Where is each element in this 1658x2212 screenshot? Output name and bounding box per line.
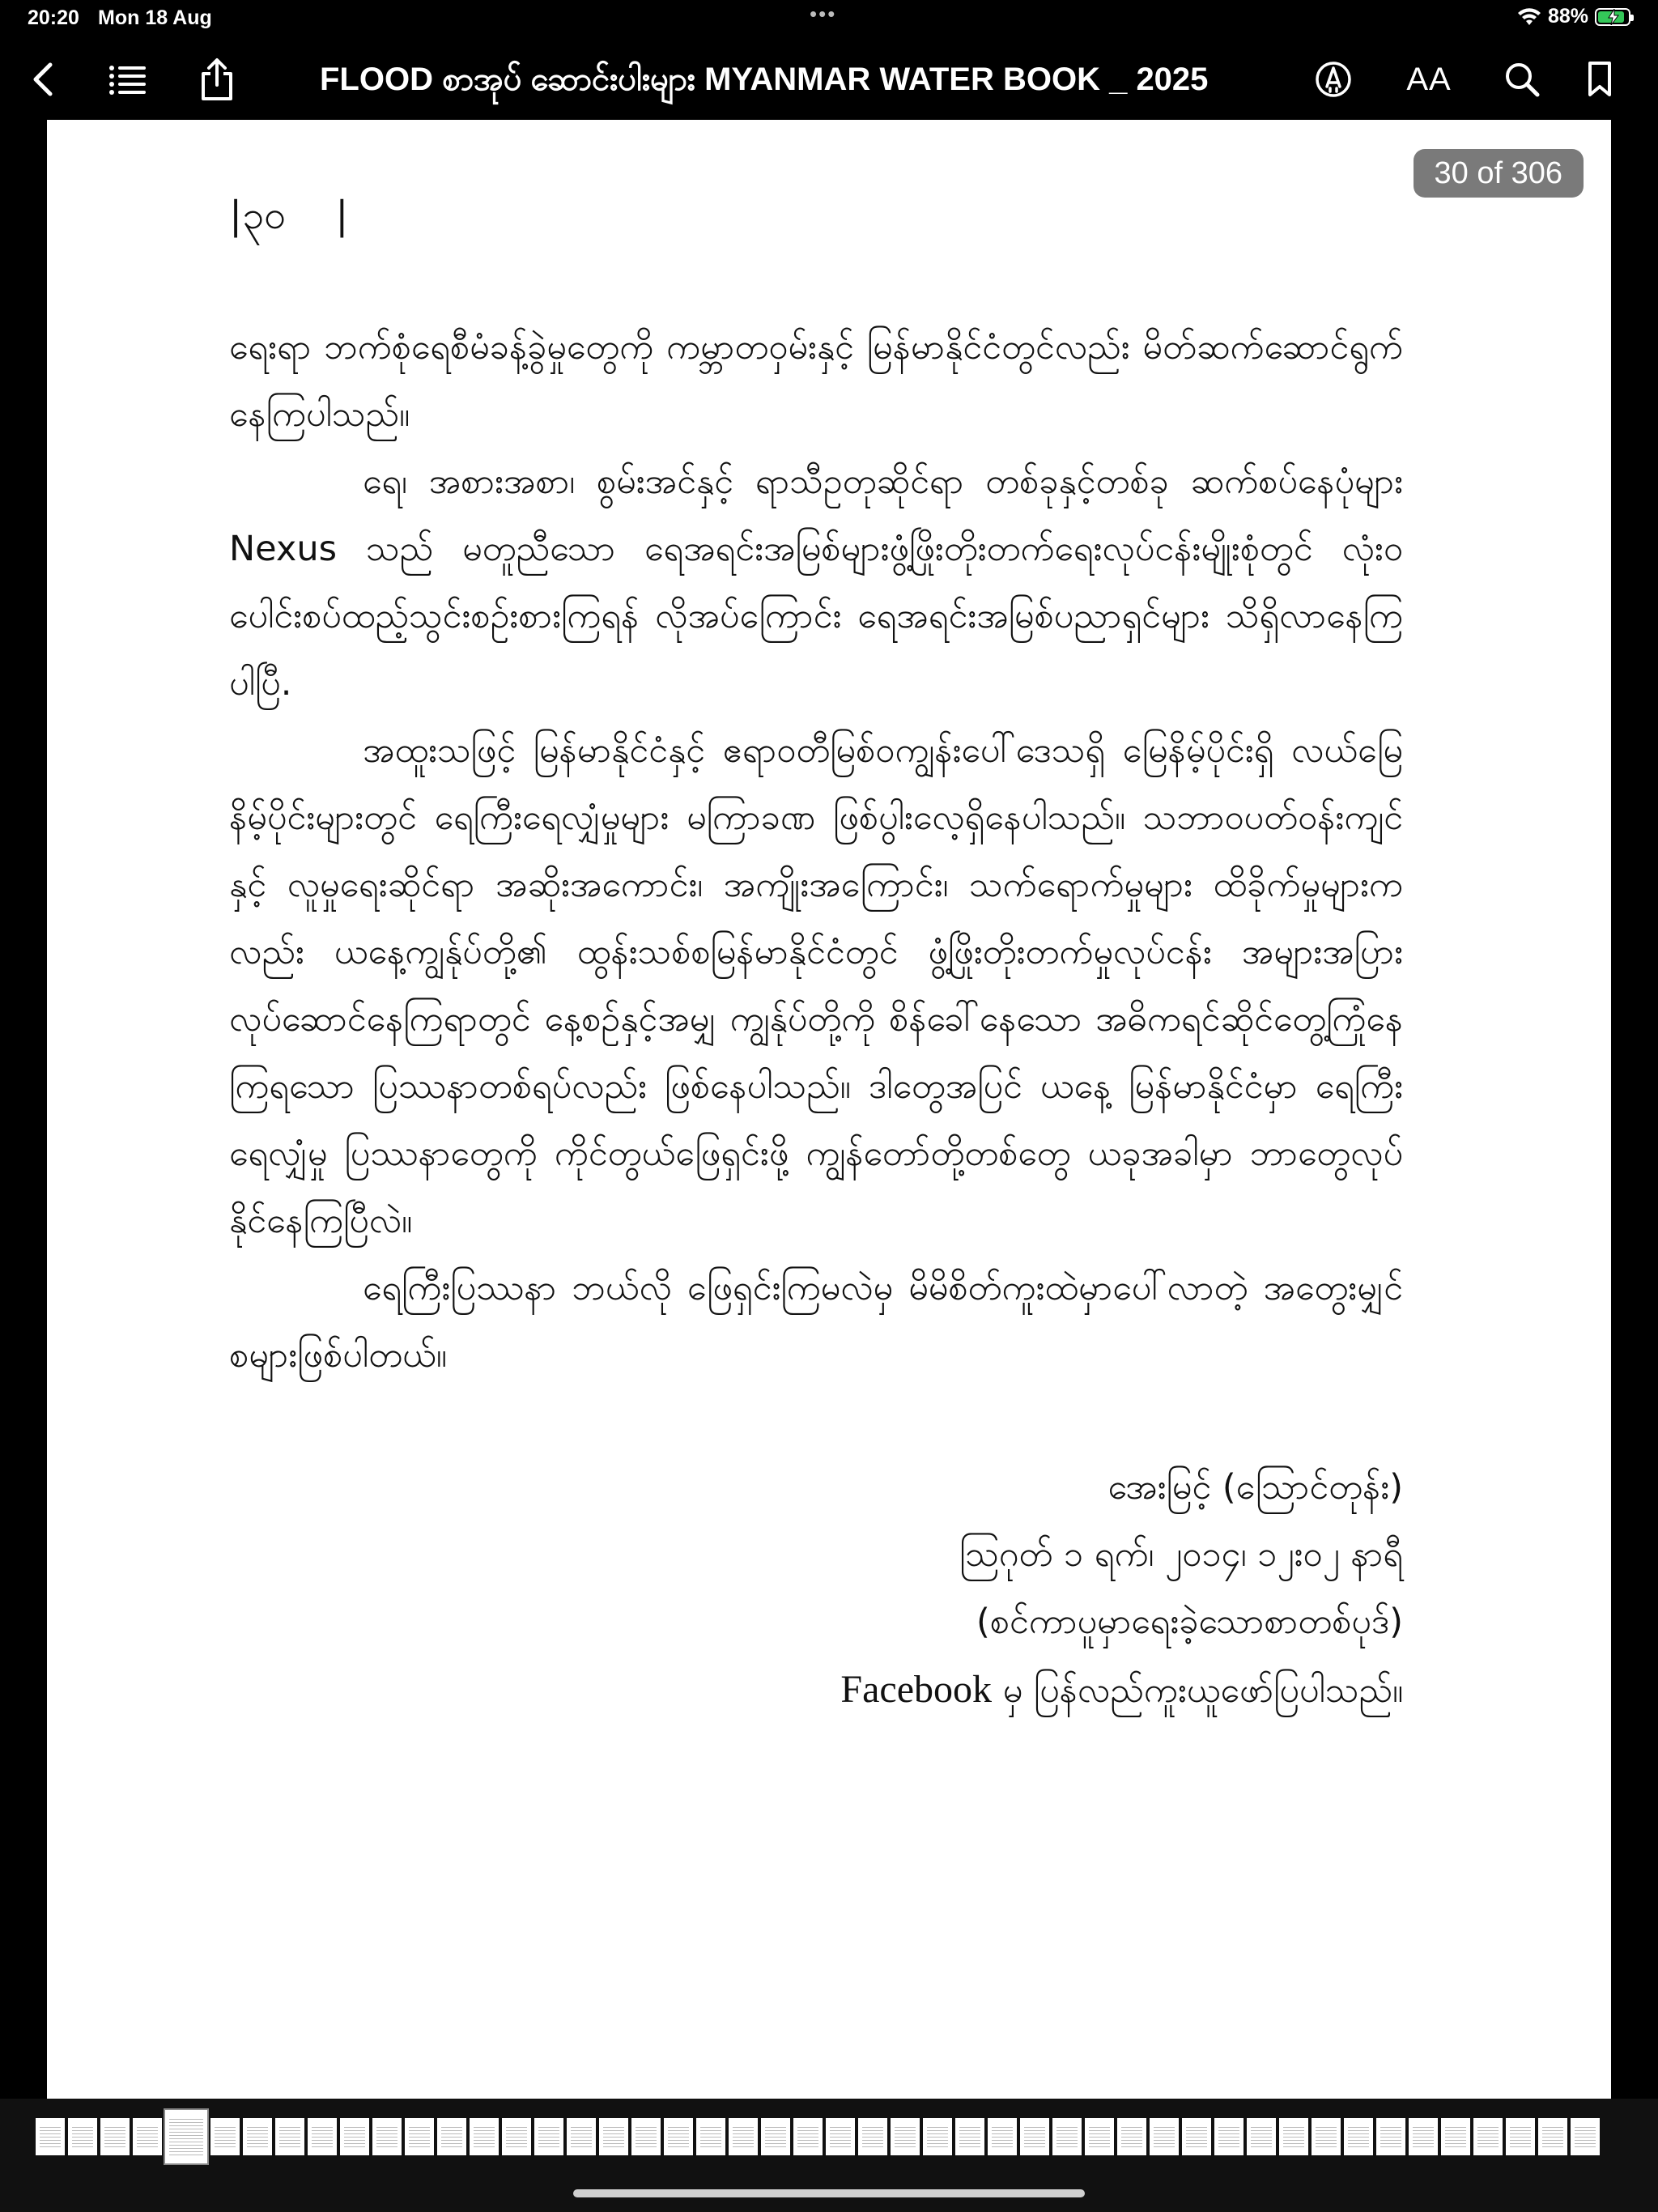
- page-thumbnail[interactable]: [1473, 2118, 1503, 2155]
- bookmark-button[interactable]: [1575, 55, 1624, 104]
- page-thumbnail[interactable]: [1214, 2118, 1244, 2155]
- home-indicator[interactable]: [573, 2189, 1085, 2197]
- page-thumbnail[interactable]: [1052, 2118, 1082, 2155]
- page-thumbnail[interactable]: [100, 2118, 130, 2155]
- page-thumbnail[interactable]: [372, 2118, 402, 2155]
- page-thumbnail[interactable]: [891, 2118, 920, 2155]
- page-thumbnail[interactable]: [1279, 2118, 1308, 2155]
- page-thumbnail[interactable]: [664, 2118, 693, 2155]
- back-button[interactable]: [19, 55, 68, 104]
- page-thumbnail[interactable]: [761, 2118, 790, 2155]
- page-thumbnail[interactable]: [68, 2118, 97, 2155]
- reader-toolbar: [0, 40, 1658, 118]
- page-thumbnail[interactable]: [1571, 2118, 1600, 2155]
- page-thumbnail[interactable]: [1020, 2118, 1049, 2155]
- body-text: [229, 314, 1403, 1389]
- page-thumbnail[interactable]: [1409, 2118, 1438, 2155]
- page-thumbnail[interactable]: [1312, 2118, 1341, 2155]
- charging-bolt-icon: [1606, 9, 1621, 25]
- page-thumbnail[interactable]: [1376, 2118, 1405, 2155]
- page-thumbnail[interactable]: [1150, 2118, 1179, 2155]
- page-thumbnail[interactable]: [988, 2118, 1017, 2155]
- page-thumbnail[interactable]: [275, 2118, 304, 2155]
- battery-cap: [1630, 15, 1634, 21]
- search-icon: [1503, 61, 1541, 98]
- paragraph: အထူးသဖြင့် မြန်မာနိုင်ငံနှင့် ဧရာဝတီမြစ်ဝကျွန်းပေါ်ဒေသရှိ မြေနိမ့်ပိုင်းရှိ လယ်မြေနိမ့်ပိုင်းများတွင် ရေကြီးရေလျှံမှုများ မကြာခဏ ဖြစ်ပွါးလေ့ရှိနေပါသည်။ သဘာဝပတ်ဝန်းကျင်နှင့် လူမှုရေးဆိုင်ရာ အဆိုးအကောင်း၊ အကျိုးအကြောင်း၊ သက်ရောက်မှုများ ထိခိုက်မှုများကလည်း ယနေ့ကျွန်ုပ်တို့၏ ထွန်းသစ်စမြန်မာနိုင်ငံတွင် ဖွံ့ဖြိုးတိုးတက်မှုလုပ်ငန်း အများအပြားလုပ်ဆောင်နေကြရာတွင် နေ့စဉ်နှင့်အမျှ ကျွန်ုပ်တို့ကို စိန်ခေါ်နေသော အဓိကရင်ဆိုင်တွေ့ကြုံနေကြရသော ပြဿနာတစ်ရပ်လည်း ဖြစ်နေပါသည်။ ဒါတွေအပြင် ယနေ့ မြန်မာနိုင်ငံမှာ ရေကြီးရေလျှံမှု ပြဿနာတွေကို ကိုင်တွယ်ဖြေရှင်းဖို့ ကျွန်တော်တို့တစ်တွေ ယခုအခါမှာ ဘာတွေလုပ်နိုင်နေကြပြီလဲ။: [229, 730, 1403, 1241]
- repost-text: မှ ပြန်လည်ကူးယူဖော်ပြပါသည်။: [1002, 1670, 1403, 1711]
- page-thumbnail[interactable]: [502, 2118, 531, 2155]
- page-thumbnail[interactable]: [1538, 2118, 1567, 2155]
- list-icon: [108, 63, 147, 96]
- page-thumbnail[interactable]: [1182, 2118, 1211, 2155]
- page-thumbnail[interactable]: [1117, 2118, 1146, 2155]
- facebook-word: Facebook: [840, 1668, 993, 1711]
- status-bar: [0, 0, 1658, 39]
- page-thumbnail[interactable]: [308, 2118, 337, 2155]
- page-thumbnail[interactable]: [1506, 2118, 1535, 2155]
- signature-block: [512, 1454, 1403, 1725]
- page-thumbnail[interactable]: [631, 2118, 661, 2155]
- back-icon: [29, 62, 58, 97]
- page-thumbnail[interactable]: [1085, 2118, 1114, 2155]
- page-thumbnail[interactable]: [858, 2118, 887, 2155]
- status-indicators: [1517, 5, 1630, 28]
- page-thumbnail[interactable]: [340, 2118, 369, 2155]
- page-thumbnail[interactable]: [923, 2118, 952, 2155]
- battery-charging-icon: [1595, 8, 1630, 26]
- page-thumbnail[interactable]: [437, 2118, 466, 2155]
- page-thumbnail[interactable]: [405, 2118, 434, 2155]
- markup-icon: [1315, 61, 1352, 98]
- battery-percent: 88%: [1547, 5, 1588, 28]
- page-thumbnail[interactable]: [133, 2118, 162, 2155]
- text-size-icon: AA: [1406, 61, 1452, 97]
- status-date: Mon 18 Aug: [98, 6, 212, 29]
- wifi-icon: [1517, 7, 1541, 27]
- page-thumbnail[interactable]: [696, 2118, 725, 2155]
- page-thumbnail[interactable]: [1247, 2118, 1276, 2155]
- page-thumbnail[interactable]: [1344, 2118, 1373, 2155]
- table-of-contents-button[interactable]: [104, 55, 152, 104]
- current-page-thumbnail[interactable]: [165, 2110, 207, 2163]
- share-button[interactable]: [193, 55, 241, 104]
- source-note: (စင်ကာပူမှာရေးခဲ့သောစာတစ်ပုဒ်): [976, 1602, 1403, 1642]
- page-thumbnail[interactable]: [534, 2118, 563, 2155]
- page-number: |၃၀ |: [229, 193, 349, 238]
- share-icon: [199, 57, 235, 101]
- page-thumbnail[interactable]: [729, 2118, 758, 2155]
- page-thumbnail[interactable]: [210, 2118, 240, 2155]
- paragraph: ရေ၊ အစားအစာ၊ စွမ်းအင်နှင့် ရာသီဥတုဆိုင်ရာ တစ်ခုနှင့်တစ်ခု ဆက်စပ်နေပုံများ Nexus သည် မတူညီသော ရေအရင်းအမြစ်များဖွံ့ဖြိုးတိုးတက်ရေးလုပ်ငန်းမျိုးစုံတွင် လုံးဝပေါင်းစပ်ထည့်သွင်းစဉ်းစားကြရန် လိုအပ်ကြောင်း ရေအရင်းအမြစ်ပညာရှင်များ သိရှိလာနေကြပါပြီ.: [229, 462, 1403, 704]
- page-indicator-badge: 30 of 306: [1414, 149, 1584, 198]
- status-time: 20:20: [28, 6, 79, 29]
- page-thumbnail[interactable]: [243, 2118, 272, 2155]
- document-title: FLOOD စာအုပ် ဆောင်းပါးများ MYANMAR WATER BOOK _ 2025: [320, 62, 1209, 97]
- search-button[interactable]: [1498, 55, 1546, 104]
- multitasking-dots-icon[interactable]: •••: [810, 2, 837, 26]
- written-date: ဩဂုတ် ၁ ရက်၊ ၂၀၁၄၊ ၁၂း၀၂ နာရီ: [959, 1534, 1403, 1575]
- paragraph: ရေးရာ ဘက်စုံရေစီမံခန့်ခွဲမှုတွေကို ကမ္ဘာတဝှမ်းနှင့် မြန်မာနိုင်ငံတွင်လည်း မိတ်ဆက်ဆောင်ရွက်နေကြပါသည်။: [229, 327, 1403, 435]
- page-thumbnail[interactable]: [599, 2118, 628, 2155]
- markup-button[interactable]: [1309, 55, 1358, 104]
- bookmark-icon: [1587, 61, 1613, 98]
- author-name: အေးမြင့် (သြောင်တုန်း): [1107, 1467, 1403, 1508]
- page-thumbnail[interactable]: [826, 2118, 855, 2155]
- page-thumbnail[interactable]: [793, 2118, 823, 2155]
- repost-note: [512, 1656, 1403, 1725]
- page-thumbnail[interactable]: [955, 2118, 984, 2155]
- document-page[interactable]: [47, 120, 1611, 2099]
- page-thumbnail[interactable]: [470, 2118, 499, 2155]
- page-thumbnail[interactable]: [36, 2118, 65, 2155]
- page-thumbnail[interactable]: [1441, 2118, 1470, 2155]
- paragraph: ရေကြီးပြဿနာ ဘယ်လို ဖြေရှင်းကြမလဲမှ မိမိစိတ်ကူးထဲမှာပေါ်လာတဲ့ အတွေးမျှင်စများဖြစ်ပါတယ်။: [229, 1268, 1403, 1376]
- page-thumbnail[interactable]: [567, 2118, 596, 2155]
- text-size-button[interactable]: [1405, 55, 1453, 104]
- thumbnail-list: [36, 2118, 1600, 2163]
